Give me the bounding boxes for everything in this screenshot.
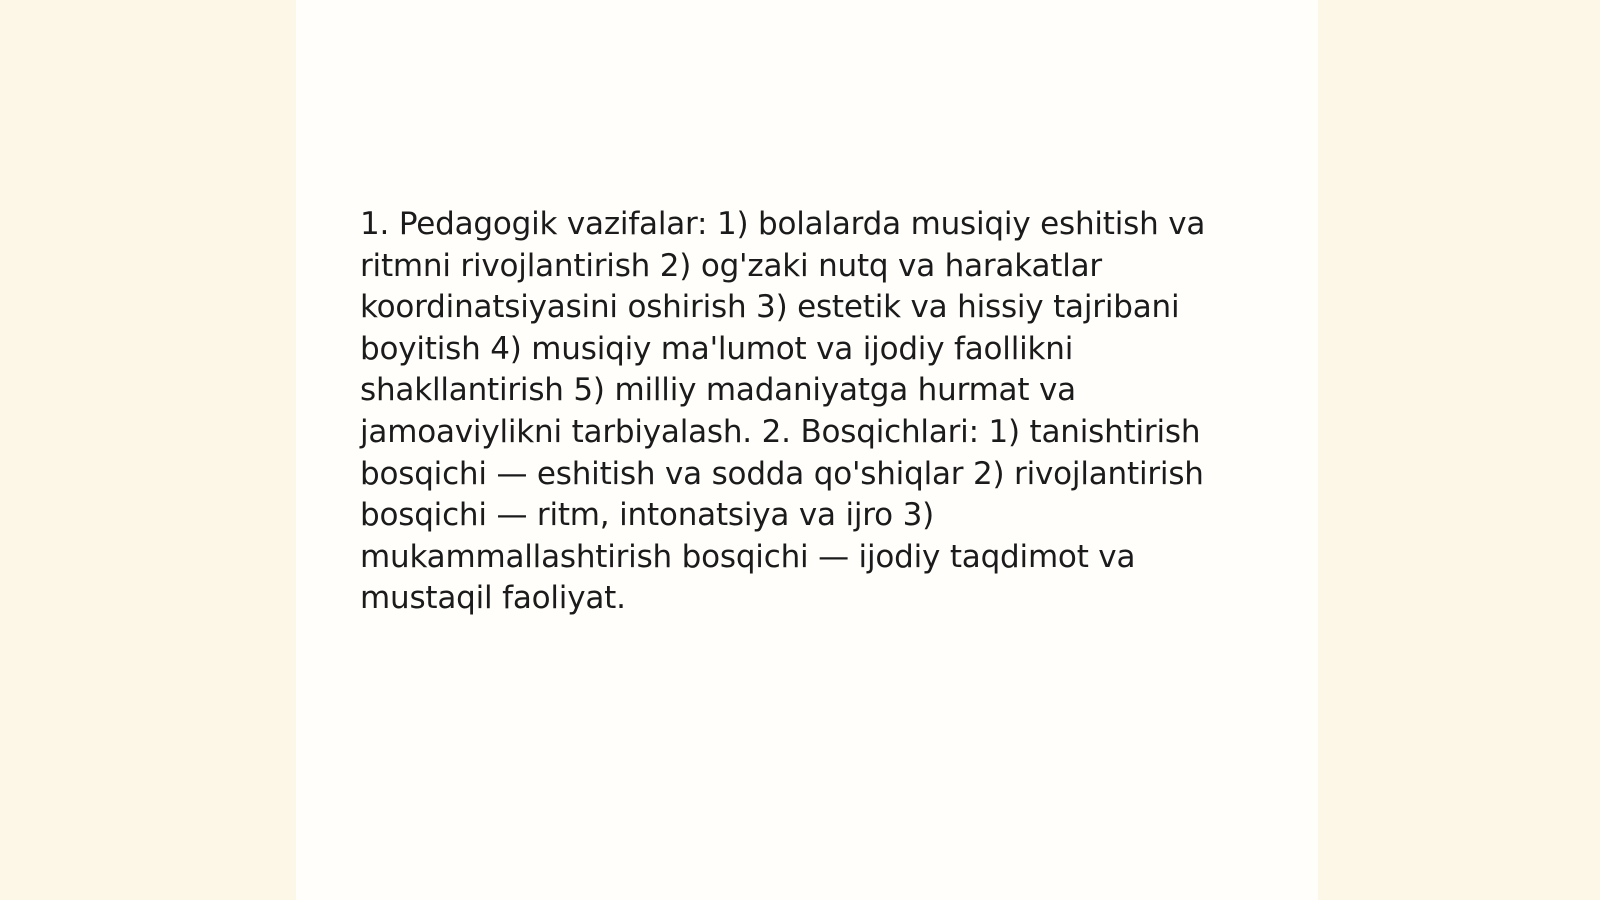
document-page: [296, 0, 1318, 900]
body-paragraph: 1. Pedagogik vazifalar: 1) bolalarda musiqiy eshitish va ritmni rivojlantirish 2) og'zaki nutq va harakatlar koordinatsiyasini oshirish 3) estetik va hissiy tajribani boyitish 4) musiqiy ma'lumot va ijodiy faollikni shakllantirish 5) milliy madaniyatga hurmat va jamoaviylikni tarbiyalash. 2. Bosqichlari: 1) tanishtirish bosqichi — eshitish va sodda qo'shiqlar 2) rivojlantirish bosqichi — ritm, intonatsiya va ijro 3) mukammallashtirish bosqichi — ijodiy taqdimot va mustaqil faoliyat.: [360, 206, 1206, 617]
